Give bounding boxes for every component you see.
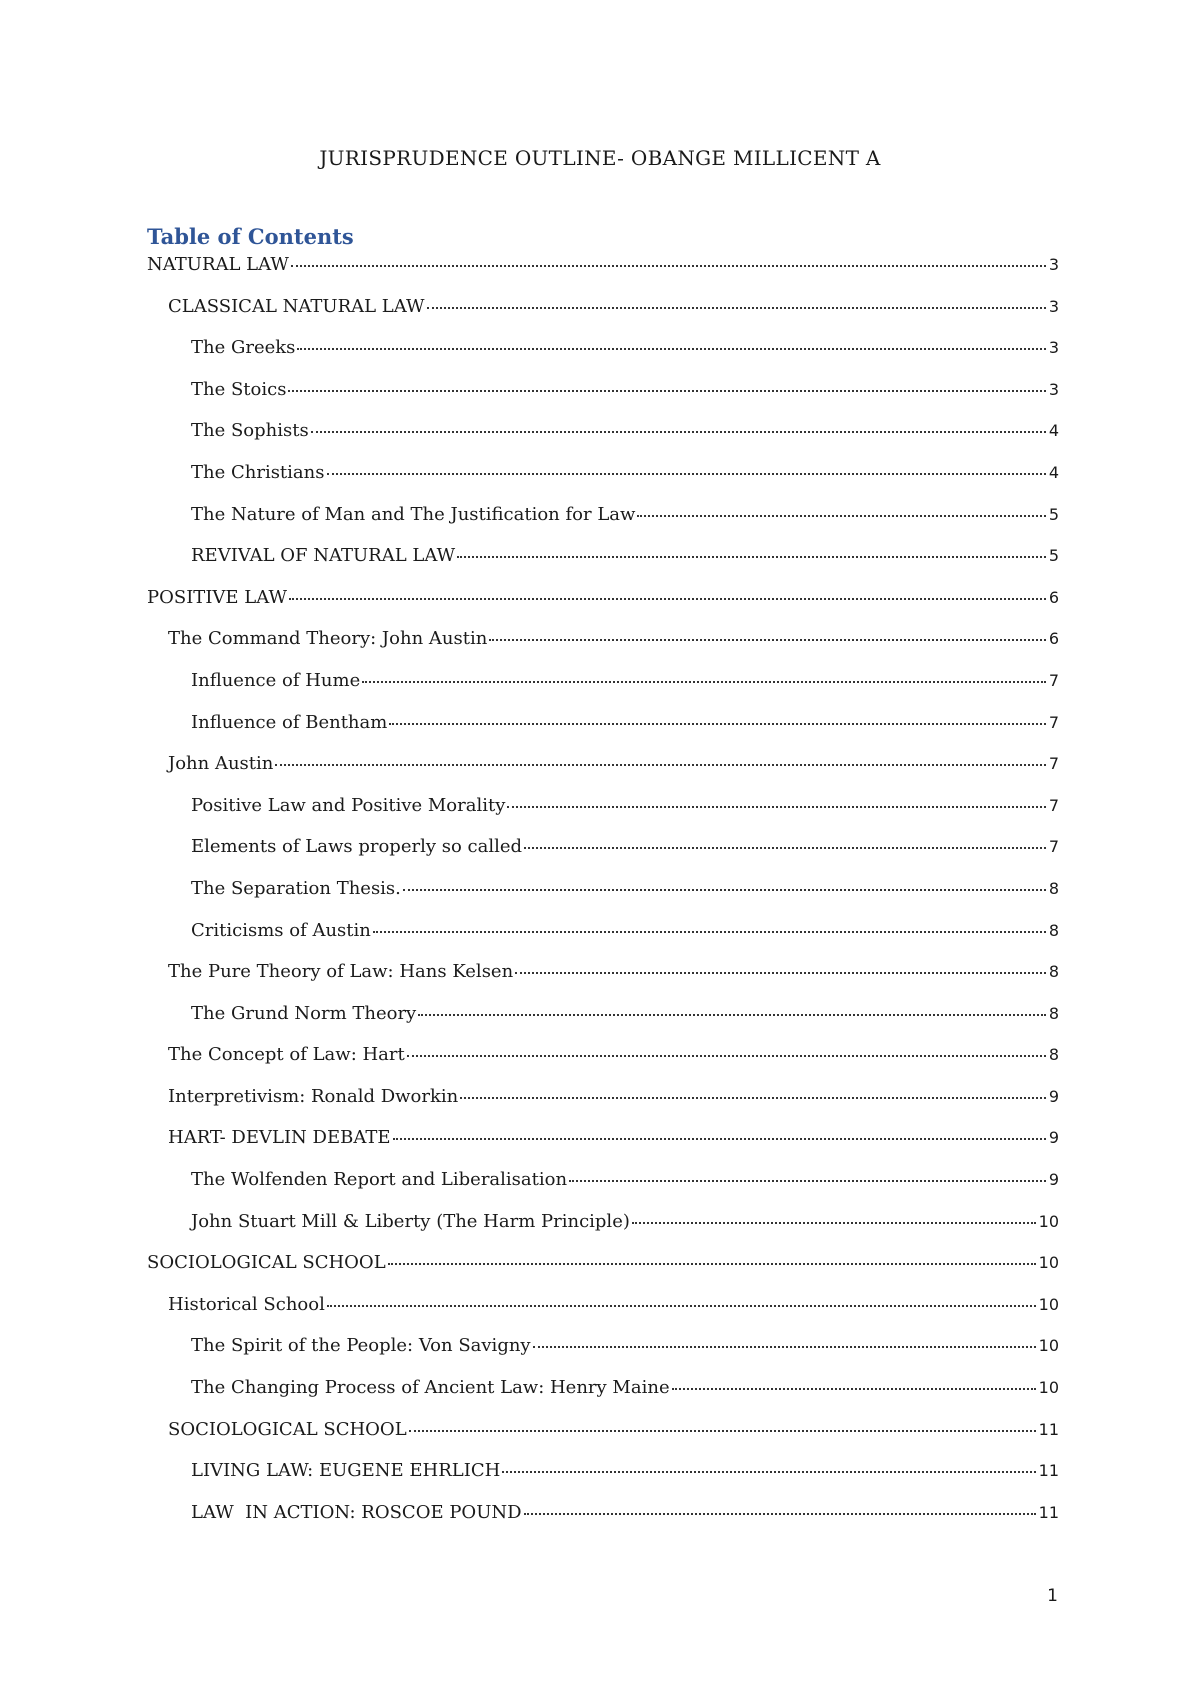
toc-entry-page: 6 [1048, 587, 1059, 607]
toc-entry-page: 10 [1038, 1336, 1059, 1356]
toc-dot-leader [275, 764, 1045, 766]
toc-entry-label: LAW IN ACTION: ROSCOE POUND [191, 1501, 522, 1523]
toc-entry-page: 8 [1048, 1045, 1059, 1065]
toc-entry[interactable] [147, 1294, 1059, 1336]
toc-dot-leader [362, 681, 1046, 683]
toc-entry-label: Influence of Bentham [191, 711, 388, 733]
toc-dot-leader [637, 515, 1045, 517]
toc-entry-label: The Wolfenden Report and Liberalisation [191, 1169, 568, 1191]
toc-entry-page: 4 [1048, 421, 1059, 441]
toc-entry-page: 9 [1048, 1170, 1059, 1190]
toc-entry[interactable] [147, 337, 1059, 379]
toc-entry-page: 7 [1048, 712, 1059, 732]
toc-dot-leader [288, 390, 1045, 392]
toc-entry-page: 9 [1048, 1086, 1059, 1106]
toc-entry-label: Positive Law and Positive Morality [191, 794, 506, 816]
toc-entry[interactable] [147, 1419, 1059, 1461]
toc-entry[interactable] [147, 1169, 1059, 1211]
toc-entry-page: 10 [1038, 1253, 1059, 1273]
toc-entry-label: The Christians [191, 461, 325, 483]
toc-dot-leader [389, 723, 1045, 725]
toc-heading: Table of Contents [147, 224, 354, 249]
toc-dot-leader [311, 431, 1046, 433]
toc-dot-leader [427, 307, 1046, 309]
toc-dot-leader [291, 265, 1046, 267]
toc-entry-page: 9 [1048, 1128, 1059, 1148]
toc-dot-leader [289, 598, 1046, 600]
toc-entry[interactable] [147, 836, 1059, 878]
toc-entry[interactable] [147, 504, 1059, 546]
toc-entry-label: HART- DEVLIN DEBATE [168, 1127, 391, 1149]
toc-entry-label: The Spirit of the People: Von Savigny [191, 1335, 531, 1357]
toc-entry-label: The Greeks [191, 337, 296, 359]
toc-entry[interactable] [147, 961, 1059, 1003]
table-of-contents [147, 254, 1059, 1543]
toc-dot-leader [388, 1263, 1036, 1265]
toc-entry-label: Interpretivism: Ronald Dworkin [168, 1085, 459, 1107]
toc-entry-page: 6 [1048, 629, 1059, 649]
toc-entry-label: Criticisms of Austin [191, 919, 371, 941]
toc-entry[interactable] [147, 1335, 1059, 1377]
toc-entry-label: The Changing Process of Ancient Law: Henry Maine [191, 1377, 670, 1399]
toc-entry-page: 3 [1048, 255, 1059, 274]
toc-dot-leader [460, 1097, 1046, 1099]
toc-entry[interactable] [147, 1127, 1059, 1169]
document-title: JURISPRUDENCE OUTLINE- OBANGE MILLICENT A [319, 146, 881, 170]
toc-dot-leader [672, 1388, 1036, 1390]
page-number: 1 [1047, 1586, 1058, 1606]
toc-entry-label: The Concept of Law: Hart [168, 1044, 405, 1066]
toc-entry-page: 7 [1048, 754, 1059, 774]
toc-entry[interactable] [147, 1502, 1059, 1544]
toc-entry-label: The Command Theory: John Austin [168, 628, 488, 650]
toc-entry-page: 10 [1038, 1294, 1059, 1314]
toc-entry-label: LIVING LAW: EUGENE EHRLICH [191, 1460, 501, 1482]
toc-dot-leader [524, 847, 1046, 849]
toc-entry-label: John Austin [168, 753, 274, 775]
toc-entry-label: NATURAL LAW [147, 254, 289, 275]
toc-dot-leader [515, 972, 1046, 974]
toc-entry[interactable] [147, 1460, 1059, 1502]
toc-entry-label: The Separation Thesis. [191, 877, 401, 899]
toc-entry-page: 7 [1048, 795, 1059, 815]
toc-dot-leader [524, 1513, 1036, 1515]
toc-dot-leader [393, 1138, 1046, 1140]
toc-entry[interactable] [147, 920, 1059, 962]
toc-entry-page: 11 [1038, 1502, 1059, 1522]
toc-entry-page: 10 [1038, 1211, 1059, 1231]
toc-entry[interactable] [147, 462, 1059, 504]
toc-entry-page: 3 [1048, 338, 1059, 358]
toc-dot-leader [327, 1305, 1036, 1307]
toc-entry[interactable] [147, 753, 1059, 795]
toc-entry-page: 10 [1038, 1378, 1059, 1398]
toc-entry-page: 8 [1048, 962, 1059, 982]
toc-entry-page: 8 [1048, 1003, 1059, 1023]
toc-dot-leader [502, 1471, 1035, 1473]
toc-entry[interactable] [147, 1252, 1059, 1294]
toc-entry-label: SOCIOLOGICAL SCHOOL [147, 1252, 386, 1274]
toc-entry[interactable] [147, 795, 1059, 837]
toc-dot-leader [297, 348, 1045, 350]
toc-entry[interactable] [147, 1044, 1059, 1086]
toc-entry[interactable] [147, 712, 1059, 754]
toc-dot-leader [418, 1014, 1046, 1016]
toc-entry[interactable] [147, 628, 1059, 670]
toc-entry-page: 8 [1048, 878, 1059, 898]
toc-entry-page: 11 [1038, 1419, 1059, 1439]
toc-entry-label: The Grund Norm Theory [191, 1002, 417, 1024]
toc-dot-leader [632, 1222, 1036, 1224]
toc-entry[interactable] [147, 296, 1059, 338]
toc-entry[interactable] [147, 379, 1059, 421]
toc-entry-page: 5 [1048, 546, 1059, 566]
toc-dot-leader [533, 1346, 1036, 1348]
toc-entry[interactable] [147, 587, 1059, 629]
toc-entry-page: 3 [1048, 379, 1059, 399]
toc-entry-page: 7 [1048, 670, 1059, 690]
toc-entry-label: The Sophists [191, 420, 309, 442]
toc-dot-leader [407, 1055, 1046, 1057]
toc-entry[interactable] [147, 1211, 1059, 1253]
toc-entry[interactable] [147, 420, 1059, 462]
toc-entry-label: Elements of Laws properly so called [191, 836, 523, 858]
toc-entry-label: Influence of Hume [191, 669, 361, 691]
toc-entry-label: CLASSICAL NATURAL LAW [168, 295, 425, 317]
toc-entry-label: The Nature of Man and The Justification for Law [191, 503, 636, 525]
toc-entry[interactable] [147, 670, 1059, 712]
toc-entry-label: The Stoics [191, 378, 287, 400]
toc-dot-leader [489, 639, 1046, 641]
toc-entry-page: 4 [1048, 462, 1059, 482]
toc-entry-page: 11 [1038, 1461, 1059, 1481]
toc-entry[interactable] [147, 545, 1059, 587]
toc-entry-page: 5 [1048, 504, 1059, 524]
toc-entry-label: John Stuart Mill & Liberty (The Harm Principle) [191, 1210, 630, 1232]
toc-dot-leader [403, 889, 1046, 891]
toc-entry-label: Historical School [168, 1293, 325, 1315]
toc-dot-leader [457, 556, 1046, 558]
toc-dot-leader [409, 1430, 1036, 1432]
toc-entry-label: REVIVAL OF NATURAL LAW [191, 545, 456, 567]
toc-entry-page: 7 [1048, 837, 1059, 857]
toc-dot-leader [327, 473, 1046, 475]
toc-dot-leader [507, 806, 1045, 808]
toc-entry[interactable] [147, 1377, 1059, 1419]
toc-dot-leader [569, 1180, 1046, 1182]
toc-dot-leader [373, 931, 1046, 933]
toc-entry[interactable] [147, 254, 1059, 296]
toc-entry-label: The Pure Theory of Law: Hans Kelsen [168, 961, 514, 983]
toc-entry-page: 3 [1048, 296, 1059, 316]
toc-entry-label: SOCIOLOGICAL SCHOOL [168, 1418, 407, 1440]
toc-entry-page: 8 [1048, 920, 1059, 940]
toc-entry[interactable] [147, 878, 1059, 920]
toc-entry[interactable] [147, 1003, 1059, 1045]
toc-entry[interactable] [147, 1086, 1059, 1128]
toc-entry-label: POSITIVE LAW [147, 586, 288, 608]
